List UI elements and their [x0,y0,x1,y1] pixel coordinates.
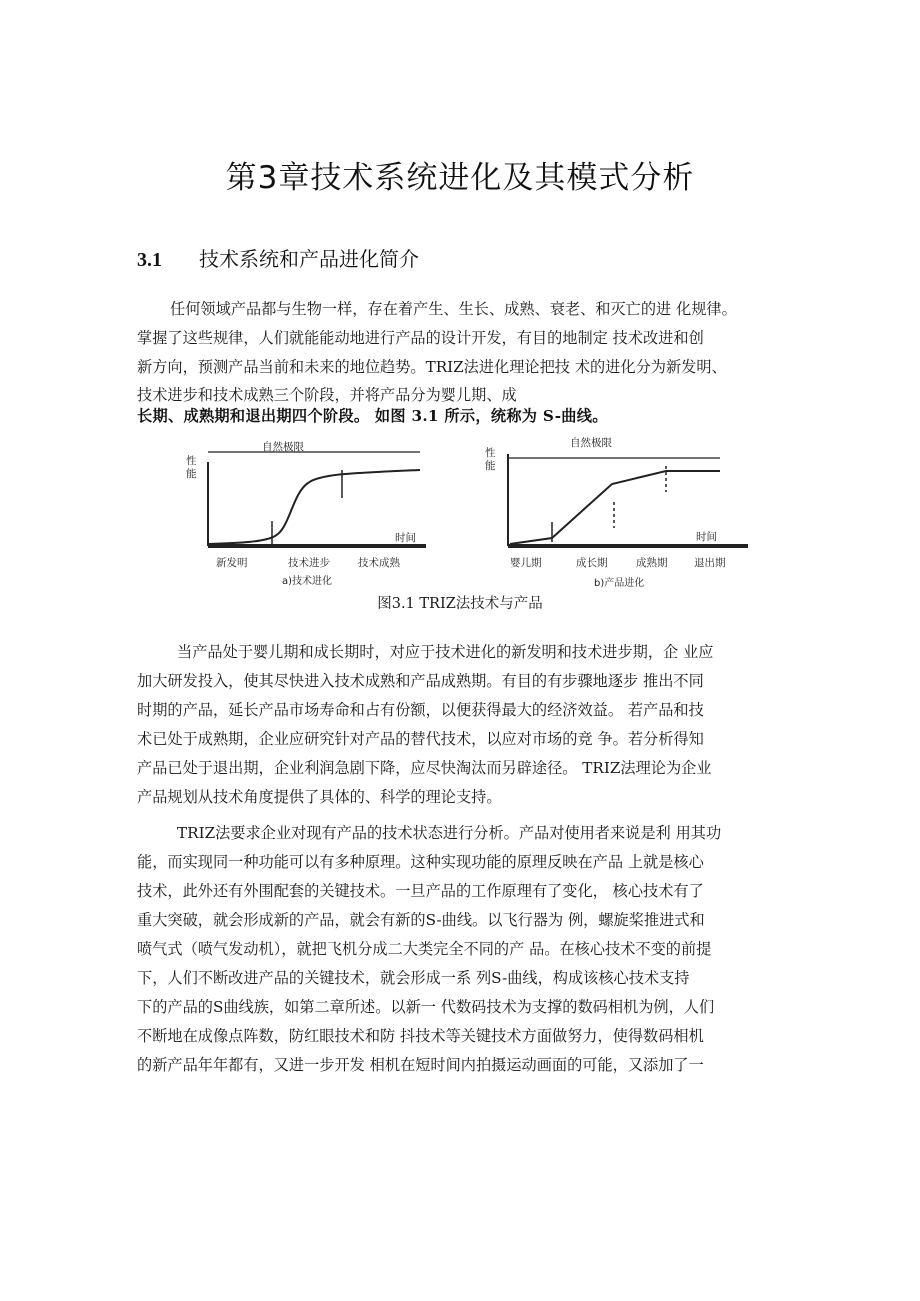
figure-caption: 图3.1 TRIZ法技术与产品 [377,596,543,612]
paragraph1-line: 掌握了这些规律，人们就能能动地进行产品的设计开发，有目的地制定 技术改进和创 [137,329,704,347]
left-stage-1: 新发明 [216,557,248,569]
paragraph1-line: 技术进步和技术成熟三个阶段，并将产品分为婴儿期、成 [137,386,517,404]
paragraph2-line: 时期的产品，延长产品市场寿命和占有份额，以便获得最大的经济效益。 若产品和技 [137,701,704,719]
paragraph3-line: 重大突破，就会形成新的产品，就会有新的S-曲线。以飞行器为 例，螺旋桨推进式和 [137,911,705,929]
right-limit-label: 自然极限 [570,437,612,449]
paragraph3-line: TRIZ法要求企业对现有产品的技术状态进行分析。产品对使用者来说是利 用其功 [177,824,722,842]
left-sub-caption: a)技术进化 [282,576,333,587]
paragraph3-line: 下，人们不断改进产品的关键技术，就会形成一系 列S-曲线，构成该核心技术支持 [137,969,690,987]
tech-s-curve [208,470,420,544]
section-number: 3.1 [137,249,162,271]
right-stage-1: 婴儿期 [510,557,542,569]
left-y-label-1: 性 [186,455,197,467]
right-stage-4: 退出期 [694,557,726,569]
paragraph3-line: 的新产品年年都有，又进一步开发 相机在短时间内拍摄运动画面的可能，又添加了一 [137,1056,704,1074]
chapter-title: 第3章技术系统进化及其模式分析 [225,160,695,196]
right-x-label: 时间 [696,531,717,543]
paragraph3-line: 能，而实现同一种功能可以有多种原理。这种实现功能的原理反映在产品 上就是核心 [137,853,704,871]
figure-s-curves [180,436,760,596]
paragraph1-line: 长期、成熟期和退出期四个阶段。 如图 3.1 所示，统称为 S-曲线。 [137,407,608,425]
right-stage-3: 成熟期 [636,557,668,569]
paragraph3-line: 不断地在成像点阵数，防红眼技术和防 抖技术等关键技术方面做努力，使得数码相机 [137,1027,704,1045]
paragraph2-line: 产品已处于退出期，企业利润急剧下降，应尽快淘汰而另辟途径。 TRIZ法理论为企业 [137,759,712,777]
paragraph1-line: 任何领域产品都与生物一样，存在着产生、生长、成熟、衰老、和灭亡的进 化规律。 [170,300,737,318]
paragraph2-line: 加大研发投入，使其尽快进入技术成熟和产品成熟期。有目的有步骤地逐步 推出不同 [137,672,704,690]
left-stage-3: 技术成熟 [358,557,400,569]
paragraph3-line: 技术，此外还有外围配套的关键技术。一旦产品的工作原理有了变化， 核心技术有了 [137,882,704,900]
right-y-label-2: 能 [485,460,496,472]
section-title: 技术系统和产品进化简介 [199,247,419,271]
paragraph3-line: 喷气式（喷气发动机），就把飞机分成二大类完全不同的产 品。在核心技术不变的前提 [137,940,712,958]
left-limit-label: 自然极限 [262,441,304,453]
left-x-label: 时间 [395,532,416,544]
product-curve [510,471,720,544]
left-y-label-2: 能 [186,468,197,480]
paragraph2-line: 当产品处于婴儿期和成长期时，对应于技术进化的新发明和技术进步期，企 业应 [177,643,714,661]
right-sub-caption: b)产品进化 [594,578,645,589]
section-heading [137,243,419,272]
product-evolution-panel [485,436,748,589]
paragraph3-line: 下的产品的S曲线族，如第二章所述。以新一 代数码技术为支撑的数码相机为例，人们 [137,998,715,1016]
left-stage-2: 技术进步 [288,557,330,569]
paragraph2-line: 产品规划从技术角度提供了具体的、科学的理论支持。 [137,788,502,806]
figure-svg [180,436,760,592]
paragraph1-line: 新方向，预测产品当前和未来的地位趋势。TRIZ法进化理论把技 术的进化分为新发明、 [137,358,727,376]
right-stage-2: 成长期 [576,557,608,569]
right-y-label-1: 性 [485,447,496,459]
paragraph2-line: 术已处于成熟期，企业应研究针对产品的替代技术，以应对市场的竞 争。若分析得知 [137,730,704,748]
tech-evolution-panel [186,440,426,587]
